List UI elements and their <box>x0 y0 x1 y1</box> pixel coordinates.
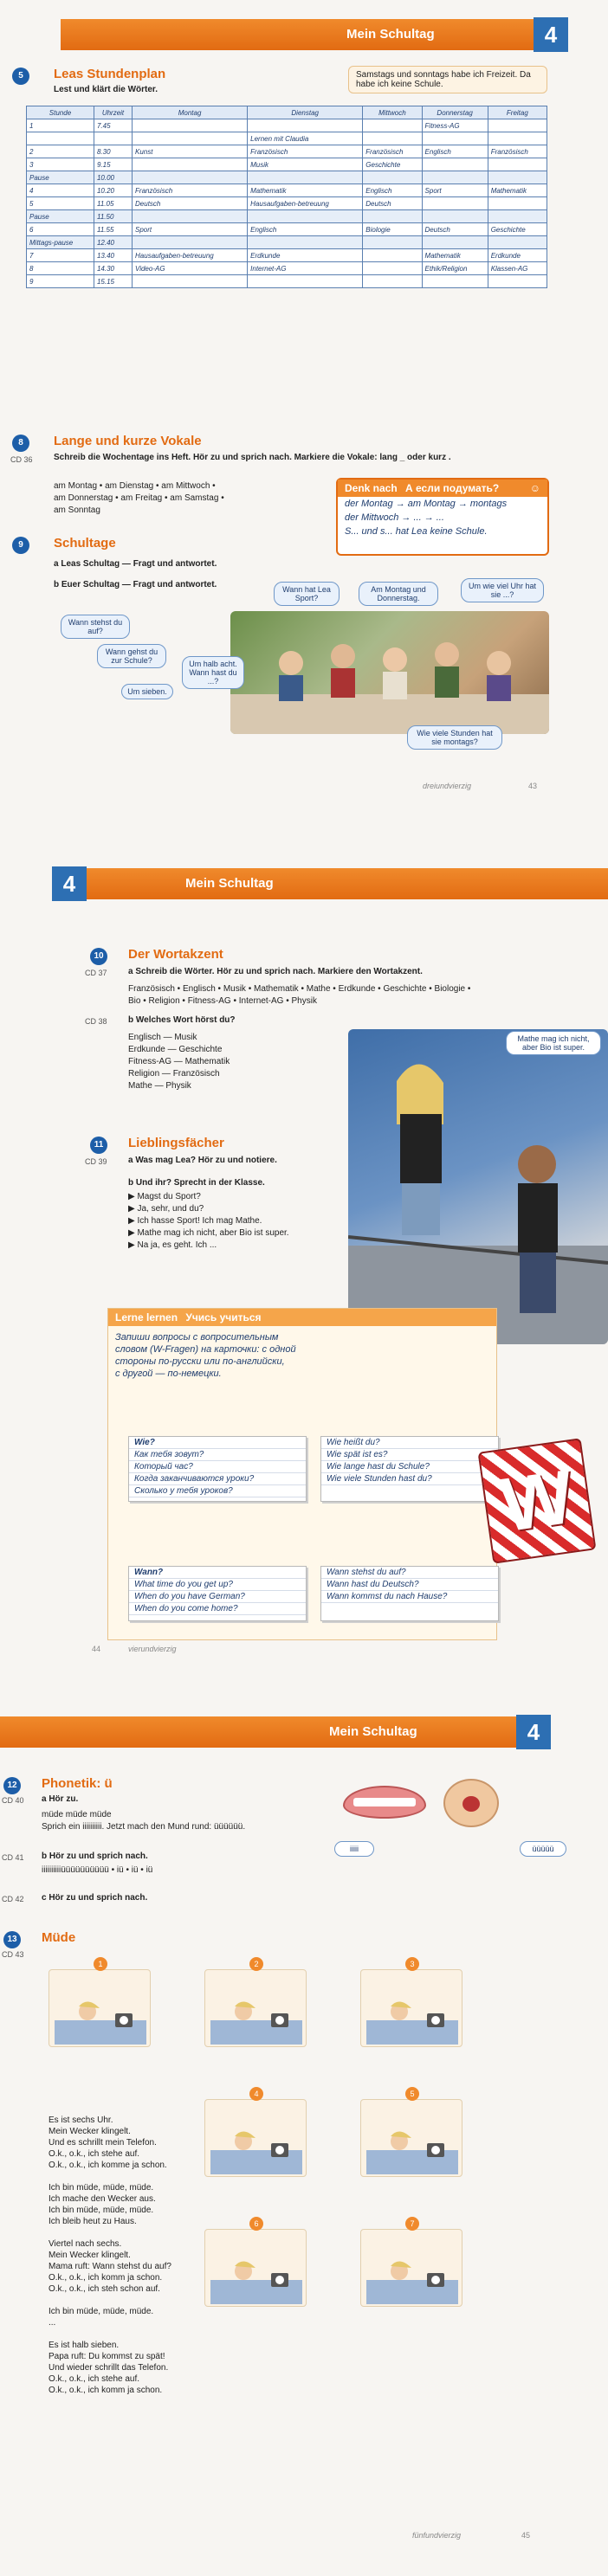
timetable-cell <box>422 275 488 288</box>
timetable-cell: Pause <box>27 171 94 184</box>
smiley-icon: ☺ <box>529 482 540 494</box>
poem-line: Mama ruft: Wann stehst du auf? <box>49 2262 171 2271</box>
poem-line: Es ist sechs Uhr. <box>49 2116 113 2125</box>
flashcard-line: Wann hast du Deutsch? <box>321 1579 498 1591</box>
exercise-task-b: b Welches Wort hörst du? <box>128 1015 236 1025</box>
timetable-cell <box>248 236 363 249</box>
timetable-cell <box>133 275 248 288</box>
timetable-cell: 6 <box>27 223 94 236</box>
poem-line: O.k., o.k., ich komme ja schon. <box>49 2161 167 2170</box>
weekday-line: am Donnerstag • am Freitag • am Samstag • <box>54 493 224 503</box>
timetable-row <box>27 275 547 288</box>
timetable-cell <box>94 132 132 145</box>
timetable-cell: Geschichte <box>488 223 547 236</box>
poem-line <box>49 2295 171 2306</box>
speech-bubble: Um sieben. <box>121 684 173 699</box>
timetable-cell: 11.05 <box>94 197 132 210</box>
poem-line: Ich bin müde, müde, müde. <box>49 2206 154 2215</box>
timetable-cell: 11.50 <box>94 210 132 223</box>
timetable-cell: Hausaufgaben-betreuung <box>248 197 363 210</box>
poem-line: O.k., o.k., ich steh schon auf. <box>49 2284 160 2294</box>
speech-bubble: Wann gehst du zur Schule? <box>97 644 166 668</box>
flashcard <box>320 1436 499 1502</box>
cd-track: CD 37 <box>85 969 107 977</box>
poem-line: Ich bin müde, müde, müde. <box>49 2183 154 2193</box>
header-title: Mein Schultag <box>346 27 435 42</box>
page-footer: dreiundvierzig <box>423 782 472 790</box>
timetable-row <box>27 158 547 171</box>
page-footer: fünfundvierzig <box>412 2531 462 2540</box>
timetable-row <box>27 249 547 262</box>
timetable <box>26 106 547 288</box>
phonetic-line: müde müde müde <box>42 1810 112 1819</box>
timetable-cell: 9.15 <box>94 158 132 171</box>
timetable-cell <box>488 197 547 210</box>
dialog-line: ▶ Ich hasse Sport! Ich mag Mathe. <box>128 1216 262 1226</box>
flashcard <box>320 1566 499 1621</box>
exercise-title: Lange und kurze Vokale <box>54 434 202 448</box>
flashcard-line: What time do you get up? <box>129 1579 306 1591</box>
textbook-page-45 <box>0 1692 608 2576</box>
timetable-cell: Deutsch <box>133 197 248 210</box>
word-pair: Englisch — Musik <box>128 1033 197 1042</box>
page-header <box>61 19 556 50</box>
poem-line: Es ist halb sieben. <box>49 2341 120 2350</box>
flashcard-line: Wie viele Stunden hast du? <box>321 1473 498 1485</box>
timetable-cell: 1 <box>27 119 94 132</box>
timetable-cell <box>248 119 363 132</box>
timetable-header: Mittwoch <box>363 106 422 119</box>
timetable-cell: Deutsch <box>363 197 422 210</box>
timetable-row <box>27 132 547 145</box>
scene-number: 7 <box>405 2217 419 2231</box>
cd-track: CD 42 <box>2 1895 24 1903</box>
timetable-cell <box>248 171 363 184</box>
exercise-title: Der Wortakzent <box>128 947 223 962</box>
flashcard-line: Сколько у тебя уроков? <box>129 1485 306 1497</box>
timetable-header: Dienstag <box>248 106 363 119</box>
exercise-task-c: c Hör zu und sprich nach. <box>42 1893 148 1903</box>
timetable-cell: Französisch <box>133 184 248 197</box>
timetable-cell: Französisch <box>248 145 363 158</box>
timetable-cell <box>488 171 547 184</box>
instruction-text: Запиши вопросы с вопросительным <box>115 1332 279 1343</box>
timetable-cell: Internet-AG <box>248 262 363 275</box>
exercise-task-b: b Und ihr? Sprecht in der Klasse. <box>128 1178 265 1188</box>
phonetic-line: Sprich ein iiiiiiiiii. Jetzt mach den Mund rund: üüüüüü. <box>42 1822 246 1832</box>
poem-line: ... <box>49 2318 56 2328</box>
exercise-number: 11 <box>90 1137 107 1154</box>
page-number: 45 <box>521 2531 531 2540</box>
timetable-cell: Englisch <box>363 184 422 197</box>
timetable-cell: Biologie <box>363 223 422 236</box>
timetable-row <box>27 145 547 158</box>
exercise-number: 12 <box>3 1777 21 1794</box>
cd-track: CD 40 <box>2 1796 24 1805</box>
denk-nach-title: Denk nach <box>345 482 398 494</box>
timetable-row <box>27 171 547 184</box>
mouth-illustration-i <box>343 1786 426 1819</box>
timetable-cell: 10.00 <box>94 171 132 184</box>
timetable-cell <box>422 236 488 249</box>
exercise-task-b: b Euer Schultag — Fragt und antwortet. <box>54 580 217 589</box>
timetable-cell <box>422 197 488 210</box>
poem-line: Und es schrillt mein Telefon. <box>49 2138 157 2148</box>
grammar-line: S... und s... hat Lea keine Schule. <box>345 526 488 537</box>
timetable-cell: Mathematik <box>248 184 363 197</box>
instruction-text: стороны по-русски или по-английски, <box>115 1356 285 1367</box>
timetable-cell: Sport <box>422 184 488 197</box>
timetable-cell: Geschichte <box>363 158 422 171</box>
lerne-lernen-header <box>108 1309 496 1326</box>
denk-nach-box <box>336 478 549 556</box>
scene-number: 3 <box>405 1957 419 1971</box>
textbook-page-43 <box>0 0 608 818</box>
speech-bubble: Am Montag und Donnerstag. <box>359 582 438 606</box>
timetable-cell: Erdkunde <box>488 249 547 262</box>
timetable-cell: 7 <box>27 249 94 262</box>
dialog-line: ▶ Na ja, es geht. Ich ... <box>128 1240 217 1250</box>
flashcard-line: Wie spät ist es? <box>321 1449 498 1461</box>
word-pair: Mathe — Physik <box>128 1081 191 1091</box>
poem-line: O.k., o.k., ich komm ja schon. <box>49 2273 163 2283</box>
poem-line <box>49 2328 171 2340</box>
timetable-cell <box>422 132 488 145</box>
poem-line: Mein Wecker klingelt. <box>49 2251 131 2260</box>
word-pair: Erdkunde — Geschichte <box>128 1045 223 1054</box>
exercise-task-a: a Leas Schultag — Fragt und antwortet. <box>54 559 217 569</box>
timetable-cell: Ethik/Religion <box>422 262 488 275</box>
note-box: Samstags und sonntags habe ich Freizeit. Da habe ich keine Schule. <box>348 66 547 93</box>
flashcard-line: Wie lange hast du Schule? <box>321 1461 498 1473</box>
grammar-line: der Montag → am Montag → montags <box>345 499 508 509</box>
timetable-cell: Musik <box>248 158 363 171</box>
poem-line: Mein Wecker klingelt. <box>49 2127 131 2136</box>
word-list: Bio • Religion • Fitness-AG • Internet-AG • Physik <box>128 996 317 1006</box>
timetable-cell: 4 <box>27 184 94 197</box>
timetable-cell <box>422 171 488 184</box>
w-letter-illustration <box>478 1438 597 1563</box>
students-illustration <box>230 611 549 734</box>
timetable-cell <box>363 119 422 132</box>
timetable-cell: 14.30 <box>94 262 132 275</box>
flashcard-line: Wann kommst du nach Hause? <box>321 1591 498 1603</box>
timetable-row <box>27 210 547 223</box>
timetable-cell <box>422 210 488 223</box>
page-header <box>52 868 608 899</box>
cd-track: CD 43 <box>2 1950 24 1959</box>
exercise-task-a: a Was mag Lea? Hör zu und notiere. <box>128 1156 277 1165</box>
scene-number: 4 <box>249 2087 263 2101</box>
flashcard-line: When do you have German? <box>129 1591 306 1603</box>
timetable-cell <box>363 249 422 262</box>
exercise-number: 5 <box>12 68 29 85</box>
flashcard-line: Когда заканчиваются уроки? <box>129 1473 306 1485</box>
word-pair: Religion — Französisch <box>128 1069 220 1079</box>
exercise-task-b: b Hör zu und sprich nach. <box>42 1852 148 1861</box>
timetable-cell <box>27 132 94 145</box>
timetable-row <box>27 236 547 249</box>
flashcard <box>128 1436 307 1502</box>
timetable-cell: Sport <box>133 223 248 236</box>
timetable-cell <box>422 158 488 171</box>
poem-line: Papa ruft: Du kommst zu spät! <box>49 2352 165 2361</box>
sound-bubble: iiiii <box>334 1841 374 1857</box>
exercise-title: Leas Stundenplan <box>54 67 166 81</box>
dialog-line: ▶ Magst du Sport? <box>128 1192 201 1201</box>
flashcard-line: When do you come home? <box>129 1603 306 1615</box>
sound-bubble: üüüüü <box>520 1841 566 1857</box>
scene-number: 5 <box>405 2087 419 2101</box>
exercise-number: 13 <box>3 1931 21 1948</box>
poem-line: Ich bin müde, müde, müde. <box>49 2307 154 2316</box>
timetable-cell <box>248 210 363 223</box>
timetable-cell: 7.45 <box>94 119 132 132</box>
timetable-cell: Französisch <box>363 145 422 158</box>
lerne-lernen-subtitle: Учись учиться <box>185 1311 262 1323</box>
poem-line <box>49 2227 171 2238</box>
timetable-cell: 11.55 <box>94 223 132 236</box>
exercise-title: Schultage <box>54 536 116 551</box>
exercise-task-a: a Hör zu. <box>42 1794 79 1804</box>
page-header <box>0 1716 537 1748</box>
timetable-cell <box>248 275 363 288</box>
timetable-cell: Pause <box>27 210 94 223</box>
exercise-number: 10 <box>90 948 107 965</box>
students-photo <box>348 1029 608 1344</box>
cd-track: CD 41 <box>2 1853 24 1862</box>
denk-nach-header <box>338 480 547 497</box>
students-illustration <box>348 1029 608 1344</box>
timetable-row <box>27 223 547 236</box>
timetable-row <box>27 119 547 132</box>
scene-number: 2 <box>249 1957 263 1971</box>
timetable-cell: Video-AG <box>133 262 248 275</box>
timetable-cell <box>133 158 248 171</box>
timetable-cell: Englisch <box>248 223 363 236</box>
page-number: 44 <box>92 1645 101 1653</box>
timetable-row <box>27 184 547 197</box>
poem-text <box>49 2115 171 2396</box>
speech-bubble: Wie viele Stunden hat sie montags? <box>407 725 502 750</box>
timetable-cell <box>363 132 422 145</box>
dialog-line: ▶ Ja, sehr, und du? <box>128 1204 204 1214</box>
poem-line: Und wieder schrillt das Telefon. <box>49 2363 169 2373</box>
timetable-cell <box>133 132 248 145</box>
timetable-cell: Mathematik <box>488 184 547 197</box>
comic-scene <box>204 2099 307 2177</box>
timetable-cell: Englisch <box>422 145 488 158</box>
phonetic-line: iiiiiiiiiiüüüüüüüüüü • iü • iü • iü <box>42 1865 153 1875</box>
flashcard-line: Wann stehst du auf? <box>321 1567 498 1579</box>
flashcard-line: Wann? <box>129 1567 306 1579</box>
timetable-cell <box>488 158 547 171</box>
timetable-cell <box>133 236 248 249</box>
timetable-cell <box>488 236 547 249</box>
speech-bubble: Wann hat Lea Sport? <box>274 582 340 606</box>
exercise-number: 9 <box>12 537 29 554</box>
header-title: Mein Schultag <box>185 876 274 891</box>
word-pair: Fitness-AG — Mathematik <box>128 1057 230 1066</box>
timetable-cell <box>133 171 248 184</box>
exercise-number: 8 <box>12 435 29 452</box>
chapter-number: 4 <box>516 1715 551 1749</box>
timetable-cell: 12.40 <box>94 236 132 249</box>
cd-track: CD 36 <box>10 455 33 464</box>
timetable-cell: 2 <box>27 145 94 158</box>
timetable-cell: 3 <box>27 158 94 171</box>
weekday-line: am Montag • am Dienstag • am Mittwoch • <box>54 481 216 491</box>
header-title: Mein Schultag <box>329 1724 417 1739</box>
timetable-cell <box>488 119 547 132</box>
flashcard-line: Wie? <box>129 1437 306 1449</box>
poem-line: Viertel nach sechs. <box>49 2239 122 2249</box>
speech-bubble: Wann stehst du auf? <box>61 615 130 639</box>
classroom-photo <box>230 611 549 734</box>
timetable-cell: Mittags-pause <box>27 236 94 249</box>
comic-scene <box>49 1969 151 2047</box>
w-icon: W <box>495 1452 579 1549</box>
chapter-number: 4 <box>534 17 568 52</box>
timetable-header: Freitag <box>488 106 547 119</box>
timetable-cell: Hausaufgaben-betreuung <box>133 249 248 262</box>
chapter-number: 4 <box>52 866 87 901</box>
scene-number: 6 <box>249 2217 263 2231</box>
timetable-cell <box>488 210 547 223</box>
timetable-row <box>27 197 547 210</box>
timetable-cell: 10.20 <box>94 184 132 197</box>
timetable-cell: Fitness-AG <box>422 119 488 132</box>
timetable-cell <box>363 171 422 184</box>
cd-track: CD 38 <box>85 1017 107 1026</box>
page-footer: vierundvierzig <box>128 1645 177 1653</box>
exercise-instruction: Schreib die Wochentage ins Heft. Hör zu und sprich nach. Markiere die Vokale: lang _ oder kurz . <box>54 453 451 462</box>
speech-bubble: Mathe mag ich nicht, aber Bio ist super. <box>506 1031 601 1055</box>
exercise-title: Phonetik: ü <box>42 1776 113 1791</box>
timetable-cell: 8.30 <box>94 145 132 158</box>
timetable-cell: 5 <box>27 197 94 210</box>
textbook-page-44 <box>0 818 608 1692</box>
instruction-text: с другой — по-немецки. <box>115 1368 222 1379</box>
speech-bubble: Um halb acht. Wann hast du ...? <box>182 656 244 689</box>
page-number: 43 <box>528 782 538 790</box>
mouth-illustration-u <box>443 1779 499 1827</box>
timetable-header: Montag <box>133 106 248 119</box>
timetable-cell: Kunst <box>133 145 248 158</box>
timetable-cell: Deutsch <box>422 223 488 236</box>
denk-nach-subtitle: А если подумать? <box>405 482 500 494</box>
poem-line <box>49 2171 171 2182</box>
comic-scene <box>360 2229 462 2307</box>
timetable-cell: Französisch <box>488 145 547 158</box>
timetable-cell <box>363 262 422 275</box>
flashcard-line: Wie heißt du? <box>321 1437 498 1449</box>
timetable-cell <box>363 210 422 223</box>
timetable-cell <box>363 236 422 249</box>
exercise-task-a: a Schreib die Wörter. Hör zu und sprich nach. Markiere den Wortakzent. <box>128 967 423 976</box>
timetable-cell: Mathematik <box>422 249 488 262</box>
timetable-cell: Erdkunde <box>248 249 363 262</box>
timetable-header: Uhrzeit <box>94 106 132 119</box>
timetable-row <box>27 262 547 275</box>
timetable-cell: 13.40 <box>94 249 132 262</box>
timetable-header: Donnerstag <box>422 106 488 119</box>
dialog-line: ▶ Mathe mag ich nicht, aber Bio ist super. <box>128 1228 289 1238</box>
timetable-cell: Klassen-AG <box>488 262 547 275</box>
comic-scene <box>204 1969 307 2047</box>
flashcard-line: Который час? <box>129 1461 306 1473</box>
timetable-cell: 9 <box>27 275 94 288</box>
timetable-cell <box>488 132 547 145</box>
poem-line: O.k., o.k., ich stehe auf. <box>49 2149 140 2159</box>
flashcard-line: Как тебя зовут? <box>129 1449 306 1461</box>
timetable-cell: Lernen mit Claudia <box>248 132 363 145</box>
speech-bubble: Um wie viel Uhr hat sie ...? <box>461 578 544 602</box>
grammar-line: der Mittwoch → ... → ... <box>345 512 444 523</box>
timetable-header: Stunde <box>27 106 94 119</box>
comic-scene <box>360 2099 462 2177</box>
comic-scene <box>204 2229 307 2307</box>
timetable-cell <box>488 275 547 288</box>
weekday-line: am Sonntag <box>54 506 100 515</box>
exercise-title: Müde <box>42 1930 76 1945</box>
poem-line: O.k., o.k., ich komm ja schon. <box>49 2386 163 2395</box>
exercise-instruction: Lest und klärt die Wörter. <box>54 85 158 94</box>
timetable-cell <box>133 119 248 132</box>
word-list: Französisch • Englisch • Musik • Mathematik • Mathe • Erdkunde • Geschichte • Biologie • <box>128 984 471 994</box>
poem-line: Ich mache den Wecker aus. <box>49 2194 156 2204</box>
scene-number: 1 <box>94 1957 107 1971</box>
comic-scene <box>360 1969 462 2047</box>
timetable-cell <box>133 210 248 223</box>
lerne-lernen-title: Lerne lernen <box>115 1311 178 1323</box>
flashcard <box>128 1566 307 1621</box>
timetable-cell: 15.15 <box>94 275 132 288</box>
instruction-text: словом (W-Fragen) на карточки: с одной <box>115 1344 296 1355</box>
poem-line: O.k., o.k., ich stehe auf. <box>49 2374 140 2384</box>
poem-line: Ich bleib heut zu Haus. <box>49 2217 137 2226</box>
cd-track: CD 39 <box>85 1157 107 1166</box>
timetable-cell: 8 <box>27 262 94 275</box>
timetable-cell <box>363 275 422 288</box>
exercise-title: Lieblingsfächer <box>128 1136 224 1150</box>
